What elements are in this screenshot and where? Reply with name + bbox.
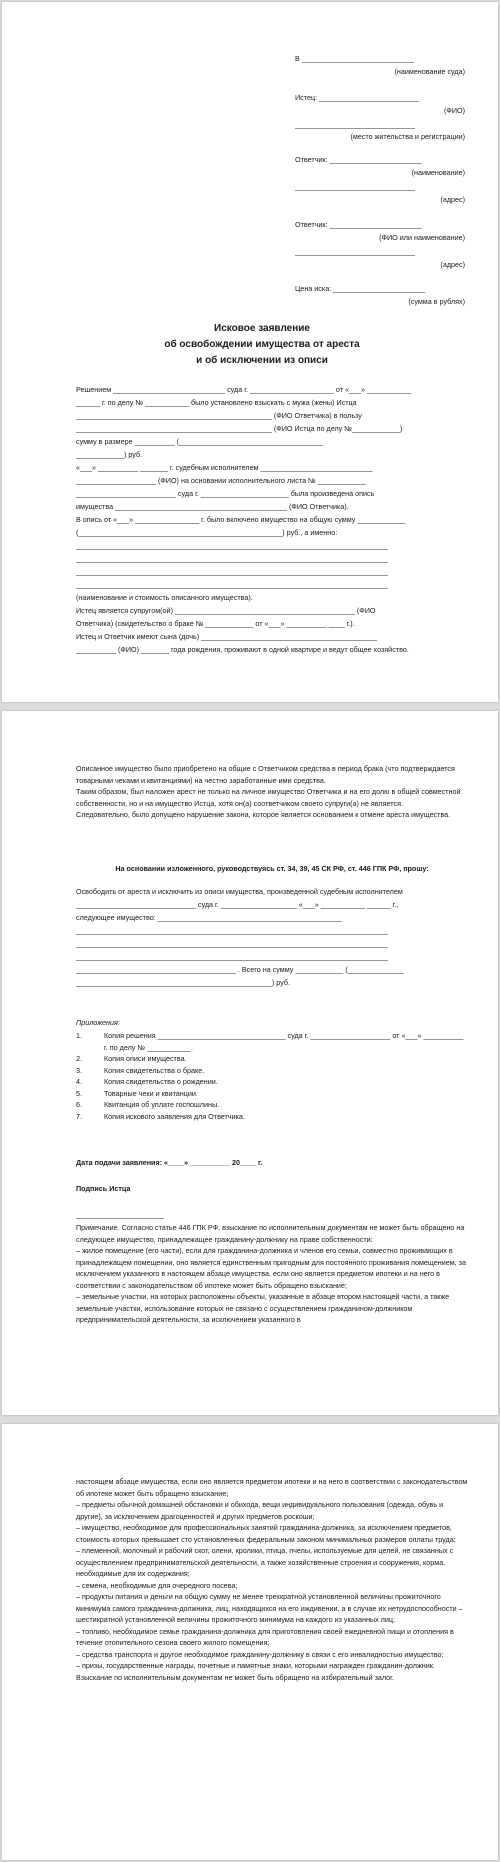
note-paragraph: – средства транспорта и другое необходимое гражданину-должнику в связи с его инвалидностью имущество;	[76, 1649, 444, 1659]
attachment-item: 6. Квитанция об уплате госпошлины.	[76, 1100, 220, 1109]
defendant2-address-field: ______________________________	[295, 247, 415, 256]
body-line: _________________________________________________ (ФИО Ответчика) в пользу	[76, 411, 362, 420]
body-line: ____________) руб.	[76, 450, 143, 459]
attachment-item: 7. Копия искового заявления для Ответчика.	[76, 1111, 245, 1121]
defendant1-address-caption: (адрес)	[440, 195, 465, 204]
defendant2-name-caption: (ФИО или наименование)	[379, 233, 465, 242]
request-line: _________________________________________________) руб.	[76, 978, 290, 987]
attachment-item: 2. Копия описи имущества.	[76, 1054, 187, 1063]
legal-basis: На основании изложенного, руководствуясь ст. 34, 39, 45 СК РФ, ст. 446 ГПК РФ, прошу:	[115, 864, 429, 873]
note-paragraph: – имущество, необходимое для профессиональных занятий гражданина-должника, за исключением предметов, стоимость которых превышает сто установленных федеральным законом минимальных размеров оплаты труда;	[76, 1523, 456, 1544]
note-paragraph: – призы, государственные награды, почетные и памятные знаки, которыми награжден гражданин-должник.	[76, 1661, 435, 1670]
claim-price-caption: (сумма в рублях)	[408, 297, 465, 306]
defendant1-name-caption: (наименование)	[411, 168, 465, 177]
signature-label: Подпись Истца	[76, 1184, 131, 1193]
court-field: В ____________________________	[295, 54, 414, 63]
note-paragraph: – жилое помещение (его части), если для гражданина-должника и членов его семьи, совместно проживающих в принадлежащем помещении, оно является единственным пригодным для постоянного проживания помещением, за исключением указанного в настоящем абзаце имущества, если оно является предметом ипотеки и на него в соответствии с законодательством об ипотеке может быть обращено взыскание;	[76, 1246, 466, 1290]
defendant2-field: Ответчик: _______________________	[295, 220, 422, 229]
blank-line: ______________________________________________________________________________	[76, 541, 388, 550]
body-line: Решением ____________________________ суда г. _____________________ от «___» ___________	[76, 385, 411, 394]
body-line: ______ г. по делу № ___________ было установлено взыскать с мужа (жены) Истца	[76, 398, 357, 407]
body-line: Истец и Ответчик имеют сына (дочь) ____________________________________________	[76, 632, 378, 641]
plaintiff-field: Истец: _________________________	[295, 93, 420, 102]
note-paragraph: – земельные участки, на которых расположены объекты, указанные в абзаце втором настоящей части, а также земельные участки, использование которых не связано с осуществлением гражданином-должником предпринимательской деятельности, за исключением указанного в	[76, 1292, 450, 1324]
defendant2-address-caption: (адрес)	[440, 260, 465, 269]
document-page-3	[2, 1424, 498, 1860]
blank-line: ______________________________________________________________________________	[76, 939, 388, 948]
page2-body	[76, 763, 468, 821]
claim-price-field: Цена иска: _______________________	[295, 284, 426, 293]
document-title-line-3: и об исключении из описи	[196, 355, 328, 366]
note-paragraph: – племенной, молочный и рабочий скот, олени, кролики, птица, пчелы, используемые для целей, не связанных с осуществлением предпринимательской деятельности, а также хозяйственные строения и сооружения, корма, необходимые для их содержания;	[76, 1546, 454, 1578]
document-page-2	[2, 711, 498, 1415]
document-title-line-1: Исковое заявление	[214, 323, 310, 334]
request-line: следующее имущество: ______________________________________________	[76, 913, 342, 922]
defendant1-address-field: ______________________________	[295, 182, 415, 191]
court-caption: (наименование суда)	[394, 67, 465, 76]
note-paragraph: – семена, необходимые для очередного посева;	[76, 1580, 238, 1590]
body-line: «___» __________ _______ г. судебным исполнителем ____________________________	[76, 463, 373, 472]
plaintiff-fio-caption: (ФИО)	[443, 106, 465, 115]
note-paragraph: Примечание. Согласно статье 446 ГПК РФ, взыскание по исполнительным документам не может быть обращено на следующее имущество, принадлежащее гражданину-должнику на праве собственности:	[76, 1223, 465, 1244]
document-page-1	[2, 2, 498, 702]
plaintiff-address-field: ______________________________	[295, 120, 415, 129]
attachment-item: 3. Копия свидетельства о браке.	[76, 1065, 205, 1075]
body-line: _________________________ суда г. ______________________ была произведена опись	[76, 489, 375, 498]
filing-date: Дата подачи заявления: «____» __________ 20____ г.	[76, 1158, 263, 1167]
signature-line: ______________________	[76, 1210, 164, 1219]
attachment-item: 5. Товарные чеки и квитанции.	[76, 1088, 198, 1098]
page3-body	[76, 1476, 468, 1683]
note-paragraph: – продукты питания и деньги на общую сумму не менее трехкратной установленной величины прожиточного минимума самого гражданина-должника, лиц, находящихся на его иждивении, а в случае их нетрудоспособности – шестикратной установленной величины прожиточного минимума на каждого из указанных лиц;	[76, 1592, 463, 1624]
blank-line: ______________________________________________________________________________	[76, 926, 388, 935]
defendant1-field: Ответчик: _______________________	[295, 155, 422, 164]
attachments-list	[76, 1030, 468, 1122]
paragraph: Следовательно, было допущено нарушение закона, которое является основанием к отмене ареста имущества.	[76, 810, 451, 819]
note-paragraph: настоящем абзаце имущества, если оно является предметом ипотеки и на него в соответствии с законодательством об ипотеке может быть обращено взыскание;	[76, 1477, 468, 1498]
body-line: сумму в размере __________ (____________________________________	[76, 437, 323, 446]
body-line: В опись от «___» ________________ г. было включено имущество на общую сумму ____________	[76, 515, 406, 524]
request-line: ______________________________ суда г. ___________________ «___» ___________ ______ г.,	[76, 900, 399, 909]
request-line: ________________________________________ . Всего на сумму ____________ (______________	[76, 965, 404, 974]
body-line: имущества ___________________________________________ (ФИО Ответчика).	[76, 502, 349, 511]
paragraph: Описанное имущество было приобретено на общие с Ответчиком средства в период брака (что подтверждается товарными чеками и квитанциями) на честно заработанные ими средства.	[76, 764, 455, 785]
body-line: (___________________________________________________) руб., а именно:	[76, 528, 338, 537]
attachments-heading: Приложения:	[76, 1018, 120, 1027]
document-title-line-2: об освобождении имущества от ареста	[164, 339, 360, 350]
body-line: Ответчика) (свидетельство о браке № ____________ от «___» __________ ____ г.).	[76, 619, 355, 628]
blank-line: ______________________________________________________________________________	[76, 580, 388, 589]
blank-line: ______________________________________________________________________________	[76, 554, 388, 563]
body-line: (наименование и стоимость описанного имущества).	[76, 593, 253, 602]
body-line: Истец является супругом(ой) _____________________________________________ (ФИО	[76, 606, 376, 615]
plaintiff-address-caption: (место жительства и регистрации)	[350, 132, 465, 141]
body-line: __________ (ФИО) _______ года рождения, проживают в одной квартире и ведут общее хозяйство.	[76, 645, 409, 654]
note-paragraph: Взыскание по исполнительным документам не может быть обращено на избирательный залог.	[76, 1672, 394, 1682]
note-paragraph: – топливо, необходимое семье гражданина-должника для приготовления своей ежедневной пищи и отопления в течение отопительного сезона своего жилого помещения;	[76, 1626, 454, 1647]
paragraph: Таким образом, был наложен арест не только на личное имущество Ответчика и на его долю в общей совместной собственности, но и на имущество Истца, хотя он(а) соответчиком своего супруги(а) не является.	[76, 787, 461, 808]
note-paragraph: – предметы обычной домашней обстановки и обихода, вещи индивидуального пользования (одежда, обувь и другие), за исключением драгоценностей и других предметов роскоши;	[76, 1500, 444, 1521]
body-line: _________________________________________________ (ФИО Истца по делу №____________)	[76, 424, 403, 433]
blank-line: ______________________________________________________________________________	[76, 952, 388, 961]
blank-line: ______________________________________________________________________________	[76, 567, 388, 576]
request-line: Освободить от ареста и исключить из описи имущества, произведенной судебным исполнителем	[76, 887, 403, 896]
attachment-item: 4. Копия свидетельства о рождении.	[76, 1077, 218, 1086]
note-block	[76, 1222, 468, 1326]
attachment-item: 1. Копия решения ________________________________ суда г. ____________________ от «___» __________ г. по делу № ___________.	[76, 1031, 464, 1052]
body-line: ____________________ (ФИО) на основании исполнительного листа № ____________	[76, 476, 366, 485]
